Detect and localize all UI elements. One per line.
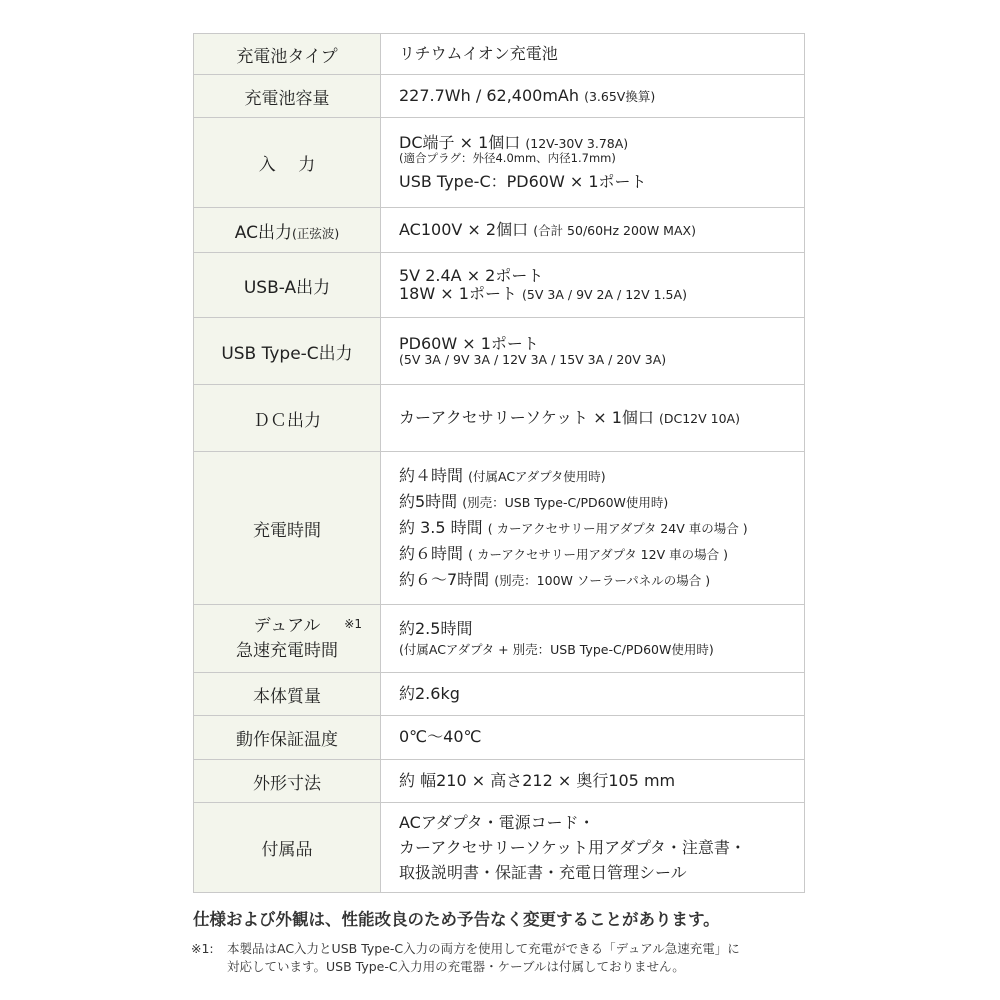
- spec-value: [381, 75, 805, 118]
- usba-line2-note: (5V 3A / 9V 2A / 12V 1.5A): [522, 287, 687, 302]
- dual-note: (付属ACアダプタ + 別売：USB Type-C/PD60W使用時): [399, 641, 714, 657]
- spec-row-temp: [194, 716, 805, 760]
- spec-row-input: [194, 118, 805, 208]
- charge-time-note: (別売：USB Type-C/PD60W使用時): [462, 495, 669, 510]
- charge-time-main: 約４時間: [399, 466, 464, 485]
- capacity-value: 227.7Wh / 62,400mAh: [399, 85, 579, 105]
- dc-output-value: カーアクセサリーソケット × 1個口: [399, 407, 654, 427]
- usba-line2: 18W × 1ポート: [399, 284, 517, 303]
- spec-label: 充電池タイプ: [194, 34, 381, 75]
- spec-row-battery-type: [194, 34, 805, 75]
- charge-time-note: (別売：100W ソーラーパネルの場合 ): [494, 573, 711, 588]
- spec-row-usbc-output: [194, 318, 805, 385]
- dual-label-line1: デュアル: [253, 615, 321, 636]
- spec-label: 外形寸法: [194, 760, 381, 803]
- spec-label: 充電池容量: [194, 75, 381, 118]
- accessories-line: 取扱説明書・保証書・充電日管理シール: [399, 863, 687, 882]
- footnote-line: 対応しています。USB Type-C入力用の充電器・ケーブルは付属しておりません。: [227, 959, 685, 974]
- spec-value: [381, 605, 805, 673]
- dc-output-note: (DC12V 10A): [658, 410, 740, 426]
- footnote-line: 本製品はAC入力とUSB Type-C入力の両方を使用して充電ができる「デュアル急速充電」に: [227, 941, 740, 956]
- change-notice: 仕様および外観は、性能改良のため予告なく変更することがあります。: [193, 910, 720, 929]
- spec-value: [381, 253, 805, 318]
- usbc-line1: PD60W × 1ポート: [399, 333, 539, 353]
- charge-time-main: 約5時間: [399, 492, 458, 511]
- spec-label: 付属品: [194, 803, 381, 893]
- spec-row-ac-output: [194, 208, 805, 253]
- charge-time-note: ( カーアクセサリー用アダプタ 24V 車の場合 ): [487, 521, 748, 536]
- spec-value: [381, 385, 805, 452]
- charge-time-note: ( カーアクセサリー用アダプタ 12V 車の場合 ): [468, 547, 728, 562]
- charge-time-item: [399, 489, 804, 515]
- spec-value: [381, 452, 805, 605]
- spec-value: リチウムイオン充電池: [381, 34, 805, 75]
- usba-line1: 5V 2.4A × 2ポート: [399, 265, 544, 285]
- spec-row-usba-output: [194, 253, 805, 318]
- charge-time-item: [399, 515, 804, 541]
- ac-output-note: (合計 50/60Hz 200W MAX): [533, 222, 696, 238]
- charge-time-item: [399, 463, 804, 489]
- spec-value: [381, 208, 805, 253]
- spec-label: ＤＣ出力: [194, 385, 381, 452]
- spec-table: [193, 33, 805, 893]
- spec-value: [381, 803, 805, 893]
- spec-row-capacity: [194, 75, 805, 118]
- input-label: 入 力: [258, 155, 324, 175]
- spec-value: [381, 318, 805, 385]
- footnote-mark: ※1: [344, 617, 362, 631]
- spec-label: USB-A出力: [194, 253, 381, 318]
- footnote-mark: ※1:: [191, 941, 214, 956]
- charge-time-main: 約６〜7時間: [399, 570, 490, 589]
- spec-label: 充電時間: [194, 452, 381, 605]
- charge-time-main: 約６時間: [399, 544, 464, 563]
- usbc-line2: (5V 3A / 9V 3A / 12V 3A / 15V 3A / 20V 3A): [399, 352, 667, 367]
- dual-value: 約2.5時間: [399, 619, 473, 639]
- spec-label: [194, 605, 381, 673]
- input-dc-main: DC端子 × 1個口: [399, 133, 521, 152]
- spec-row-weight: [194, 673, 805, 716]
- charge-time-item: [399, 541, 804, 567]
- spec-row-accessories: [194, 803, 805, 893]
- charge-time-item: [399, 567, 804, 593]
- spec-label: 動作保証温度: [194, 716, 381, 760]
- input-dc-line: [399, 134, 804, 152]
- ac-output-label: AC出力: [234, 222, 292, 243]
- input-usbc: USB Type-C：PD60W × 1ポート: [399, 171, 647, 191]
- accessories-line: カーアクセサリーソケット用アダプタ・注意書・: [399, 838, 746, 857]
- dual-label-line2: 急速充電時間: [236, 640, 338, 661]
- input-dc-spec: (12V-30V 3.78A): [525, 136, 629, 151]
- spec-row-dual-charge: [194, 605, 805, 673]
- spec-row-dc-output: [194, 385, 805, 452]
- spec-label: 本体質量: [194, 673, 381, 716]
- spec-label: [194, 118, 381, 208]
- capacity-note: (3.65V換算): [584, 88, 656, 104]
- ac-output-label-note: (正弦波): [291, 225, 340, 241]
- usba-line2-wrap: [399, 285, 804, 303]
- spec-label: [194, 208, 381, 253]
- ac-output-value: AC100V × 2個口: [399, 219, 529, 239]
- spec-row-dimensions: [194, 760, 805, 803]
- spec-label: USB Type-C出力: [194, 318, 381, 385]
- footnote: [193, 940, 833, 976]
- spec-value: 0℃〜40℃: [381, 716, 805, 760]
- spec-value: [381, 118, 805, 208]
- accessories-line: ACアダプタ・電源コード・: [399, 813, 595, 832]
- spec-value: 約 幅210 × 高さ212 × 奥行105 mm: [381, 760, 805, 803]
- charge-time-main: 約 3.5 時間: [399, 518, 483, 537]
- spec-value: 約2.6kg: [381, 673, 805, 716]
- spec-row-charge-time: [194, 452, 805, 605]
- input-dc-plug: (適合プラグ：外径4.0mm、内径1.7mm): [399, 151, 616, 166]
- charge-time-note: (付属ACアダプタ使用時): [468, 469, 606, 484]
